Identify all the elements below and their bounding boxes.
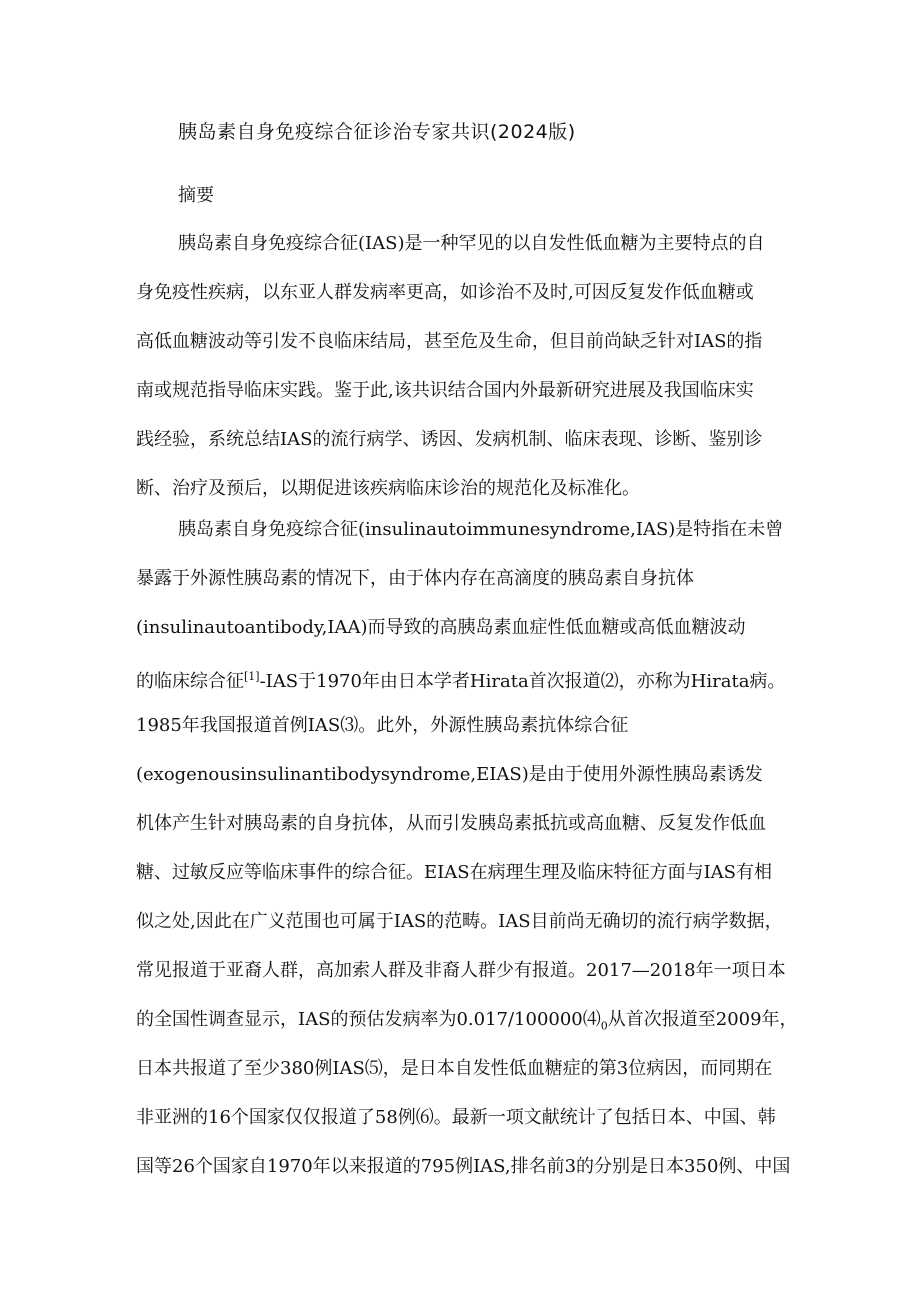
body-line: (exogenousinsulinantibodysyndrome,EIAS)是由于使用外源性胰岛素诱发: [136, 764, 763, 785]
body-line-text: 从首次报道至2009年，: [607, 1009, 798, 1030]
body-line: 非亚洲的16个国家仅仅报道了58例⑹。最新一项文献统计了包括日本、中国、韩: [136, 1107, 776, 1128]
abstract-line: 践经验，系统总结IAS的流行病学、诱因、发病机制、临床表现、诊断、鉴别诊: [136, 429, 763, 450]
body-line-text: 的临床综合征: [136, 671, 244, 692]
body-line: 胰岛素自身免疫综合征(insulinautoimmunesyndrome,IAS)是特指在未曾: [178, 519, 784, 540]
document-title: 胰岛素自身免疫综合征诊治专家共识(2024版): [178, 121, 576, 143]
abstract-line: 高低血糖波动等引发不良临床结局，甚至危及生命，但目前尚缺乏针对IAS的指: [136, 331, 763, 352]
body-line: 日本共报道了至少380例IAS⑸，是日本自发性低血糖症的第3位病因，而同期在: [136, 1058, 773, 1079]
abstract-line: 身免疫性疾病，以东亚人群发病率更高，如诊治不及时,可因反复发作低血糖或: [136, 282, 754, 303]
abstract-paragraph: [136, 229, 796, 523]
body-line-text: 的全国性调查显示，IAS的预估发病率为0.017/100000⑷: [136, 1009, 601, 1030]
body-line-text: -IAS于1970年由日本学者Hirata首次报道⑵，亦称为Hirata病。: [259, 671, 786, 692]
body-line: 常见报道于亚裔人群，高加索人群及非裔人群少有报道。2017—2018年一项日本: [136, 960, 786, 981]
subscript-zero: 0: [600, 1019, 608, 1033]
body-line: (insulinautoantibody,IAA)而导致的高胰岛素血症性低血糖或高低血糖波动: [136, 617, 746, 638]
abstract-line: 断、治疗及预后，以期促进该疾病临床诊治的规范化及标准化。: [136, 478, 640, 499]
abstract-line: 胰岛素自身免疫综合征(IAS)是一种罕见的以自发性低血糖为主要特点的自: [178, 233, 765, 254]
citation-superscript: [1]: [244, 670, 260, 683]
body-line: 暴露于外源性胰岛素的情况下，由于体内存在高滴度的胰岛素自身抗体: [136, 568, 694, 589]
body-line: 机体产生针对胰岛素的自身抗体，从而引发胰岛素抵抗或高血糖、反复发作低血: [136, 813, 766, 834]
body-line: 国等26个国家自1970年以来报道的795例IAS,排名前3的分别是日本350例、中国: [136, 1156, 791, 1177]
body-line: [136, 662, 796, 711]
body-line: [136, 1005, 796, 1054]
body-line: 1985年我国报道首例IAS⑶。此外，外源性胰岛素抗体综合征: [136, 715, 629, 736]
body-line: 似之处,因此在广义范围也可属于IAS的范畴。IAS目前尚无确切的流行病学数据，: [136, 911, 783, 932]
body-line: 糖、过敏反应等临床事件的综合征。EIAS在病理生理及临床特征方面与IAS有相: [136, 862, 773, 883]
abstract-line: 南或规范指导临床实践。鉴于此,该共识结合国内外最新研究进展及我国临床实: [136, 380, 754, 401]
body-paragraph: [136, 515, 796, 1201]
abstract-heading: 摘要: [178, 185, 214, 206]
